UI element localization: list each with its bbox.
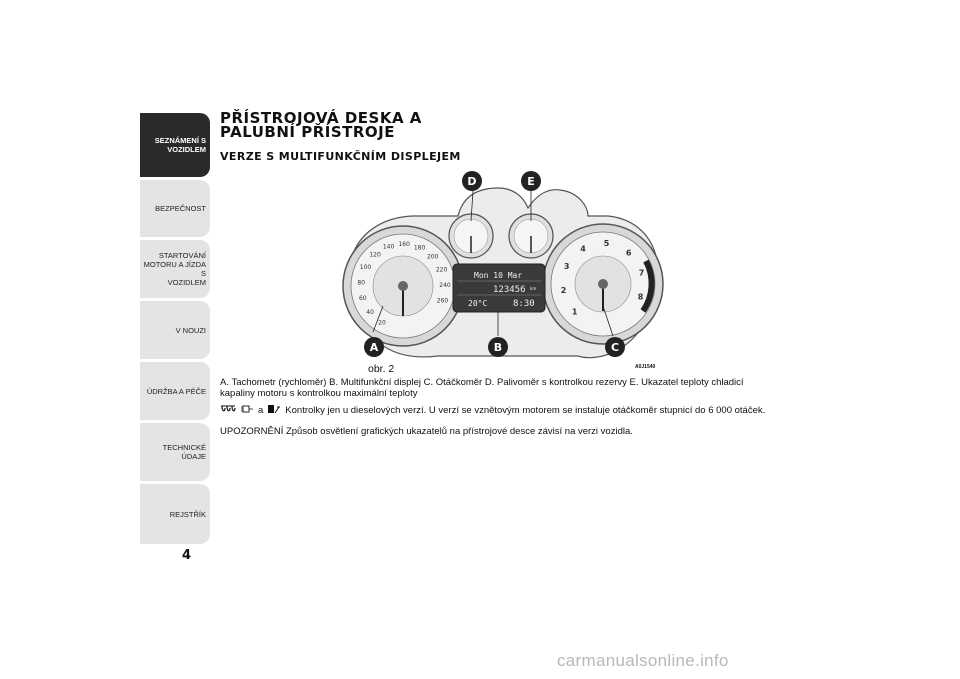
gauge-tick-label: 1 — [571, 307, 578, 317]
tab-label-line: ÚDRŽBA A PÉČE — [146, 386, 206, 396]
sidebar-tab-v-nouzi[interactable] — [140, 301, 210, 359]
sidebar-tab-rejstrik[interactable] — [140, 484, 210, 544]
display-date: Mon 10 Mar — [474, 271, 523, 280]
sidebar-tab-seznameni[interactable] — [140, 113, 210, 177]
gauge-tick-label: 200 — [426, 253, 439, 261]
page-title — [220, 111, 422, 139]
gauge-tick-label: 3 — [563, 262, 570, 272]
tab-label-line: STARTOVÁNÍ — [158, 251, 206, 260]
sidebar-tab-startovani[interactable] — [140, 240, 210, 298]
gauge-tick-label: 8 — [637, 292, 644, 302]
svg-text:B: B — [493, 341, 503, 354]
callout-a — [364, 337, 384, 357]
tab-label-line: BEZPEČNOST — [155, 204, 206, 213]
gauge-tick-label: 6 — [625, 248, 632, 258]
multifunction-display — [453, 264, 545, 312]
svg-text:C: C — [610, 341, 620, 354]
gauge-tick-label: 5 — [603, 239, 610, 249]
watermark: carmanualsonline.info — [557, 651, 729, 670]
tab-label-line: REJSTŘÍK — [169, 509, 206, 519]
gauge-tick-label: 40 — [366, 309, 374, 316]
tab-label-line: VOZIDLEM — [167, 278, 206, 287]
display-time: 8:30 — [513, 299, 535, 309]
warning-note: UPOZORNĚNÍ Způsob osvětlení grafických ukazatelů na přístrojové desce závisí na verzi vozidla. — [220, 426, 633, 437]
gauge-tick-label: 100 — [359, 264, 372, 272]
display-odometer: 123456 — [493, 285, 526, 295]
page-number: 4 — [182, 548, 192, 563]
tab-label-line: VOZIDLEM — [167, 145, 206, 154]
tab-label-line: SEZNÁMENÍ S — [154, 136, 206, 145]
gauge-tick-label: 120 — [369, 251, 381, 259]
callout-b — [488, 337, 508, 357]
svg-text:A: A — [369, 341, 379, 354]
instrument-cluster-figure — [338, 166, 668, 370]
note-connector: a — [258, 405, 264, 416]
gauge-tick-label: 240 — [439, 281, 451, 289]
tab-label-line: TECHNICKÉ ÚDAJE — [162, 443, 206, 461]
gauge-tick-label: 220 — [435, 266, 448, 274]
gauge-tick-label: 20 — [378, 319, 386, 327]
figure-legend: A. Tachometr (rychloměr) B. Multifunkční displej C. Otáčkoměr D. Palivoměr s kontrolkou rezervy E. Ukazatel teploty chladicí kapaliny motoru s kontrolkou maximální teploty — [220, 377, 744, 399]
tab-label-line: MOTORU A JÍZDA S — [143, 260, 206, 278]
gauge-tick-label: 140 — [382, 243, 395, 251]
diesel-filter-icon — [240, 404, 254, 417]
sidebar-tab-bezpecnost[interactable] — [140, 180, 210, 237]
page-title-line: PŘÍSTROJOVÁ DESKA A — [220, 109, 422, 127]
gauge-tick-label: 260 — [436, 297, 449, 305]
sidebar-tab-technicke-udaje[interactable] — [140, 423, 210, 481]
section-subtitle: VERZE S MULTIFUNKČNÍM DISPLEJEM — [220, 150, 461, 163]
gauge-tick-label: 180 — [413, 244, 426, 252]
gauge-tick-label: 60 — [358, 295, 367, 302]
callout-d — [462, 171, 482, 191]
page-title-line: PALUBNÍ PŘÍSTROJE — [220, 123, 396, 141]
glow-plug-icon — [220, 404, 236, 417]
gauge-tick-label: 4 — [580, 244, 586, 254]
note-text: Kontrolky jen u dieselových verzí. U verzí se vznětovým motorem se instaluje otáčkoměr stupnicí do 6 000 otáček. — [285, 405, 766, 416]
svg-text:D: D — [467, 175, 477, 188]
gauge-tick-label: 80 — [357, 279, 366, 287]
speedometer-gauge — [343, 226, 463, 346]
sidebar-tab-udrzba[interactable] — [140, 362, 210, 420]
water-in-fuel-icon — [267, 404, 281, 417]
figure-caption: obr. 2 — [368, 363, 395, 375]
callout-c — [605, 337, 625, 357]
gauge-tick-label: 7 — [638, 268, 645, 278]
tab-label-line: V NOUZI — [175, 325, 206, 335]
display-temperature: 20°C — [468, 299, 488, 308]
diesel-note — [220, 404, 765, 417]
display-odometer-unit: km — [530, 286, 537, 291]
callout-e — [521, 171, 541, 191]
svg-text:E: E — [527, 175, 535, 188]
gauge-tick-label: 160 — [398, 241, 410, 248]
figure-code: A0J1540 — [635, 364, 656, 370]
tachometer-gauge — [543, 224, 663, 344]
gauge-tick-label: 2 — [560, 285, 567, 295]
